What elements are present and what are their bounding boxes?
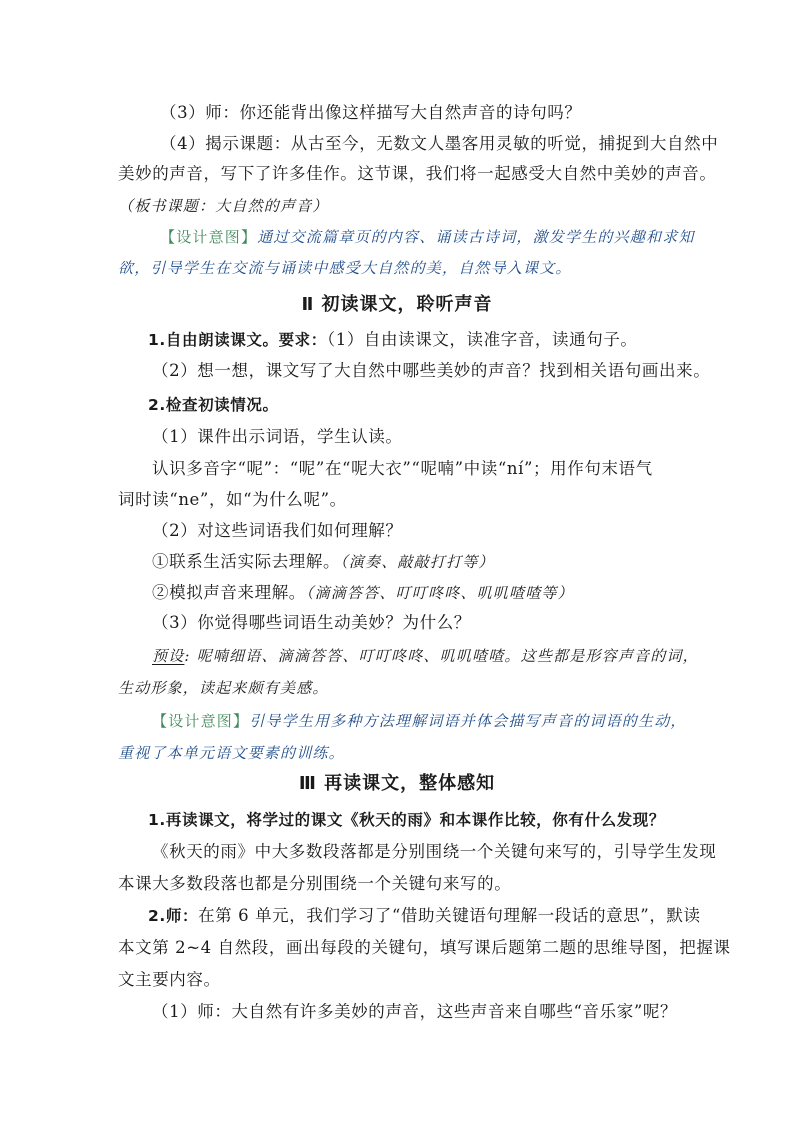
reread-step-1: 1.再读课文，将学过的课文《秋天的雨》和本课作比较，你有什么发现？ (148, 811, 665, 829)
method-2-line (152, 582, 672, 604)
method-1-text: ①联系生活实际去理解。 (152, 552, 341, 571)
preset-answer-line2: 生动形象，读起来颇有美感。 (118, 679, 329, 697)
design-intent-1-line1 (160, 226, 695, 248)
design-intent-tag: 【设计意图】 (160, 228, 258, 246)
polyphone-note-line2: 词时读“ne”，如“为什么呢”。 (118, 490, 347, 509)
section-heading-3: Ⅲ 再读课文，整体感知 (298, 773, 496, 794)
method-2-examples: （滴滴答答、叮叮咚咚、叽叽喳喳等） (305, 584, 574, 602)
step-1-item-2: （2）想一想，课文写了大自然中哪些美妙的声音？找到相关语句画出来。 (152, 361, 711, 380)
step-1-line (148, 329, 668, 351)
design-intent-2-tag: 【设计意图】 (152, 712, 250, 730)
reread-step-2-label: 2.师： (148, 907, 199, 925)
reread-finding-line1: 《秋天的雨》中大多数段落都是分别围绕一个关键句来写的，引导学生发现 (152, 842, 717, 861)
design-intent-2-line1 (152, 710, 687, 732)
method-1-examples: （演奏、敲敲打打等） (340, 553, 495, 571)
reread-step-2-line3: 文主要内容。 (118, 970, 221, 989)
design-intent-text: 通过交流篇章页的内容、诵读古诗词，激发学生的兴趣和求知 (257, 228, 695, 246)
preset-label: 预设 (152, 647, 185, 665)
step-2-heading (148, 394, 668, 416)
reread-step-2-text: 在第 6 单元，我们学习了“借助关键语句理解一段话的意思”，默读 (198, 906, 701, 925)
paragraph-reveal-topic-line2: 美妙的声音，写下了许多佳作。这节课，我们将一起感受大自然中美妙的声音。 (118, 164, 717, 183)
design-intent-1-line2: 欲，引导学生在交流与诵读中感受大自然的美，自然导入课文。 (118, 259, 572, 277)
method-2-text: ②模拟声音来理解。 (152, 583, 306, 602)
step-2-label: 2.检查初读情况。 (148, 396, 279, 414)
section-heading-2: Ⅱ 初读课文，聆听声音 (301, 294, 493, 315)
step-1-label: 1.自由朗读课文。要求： (148, 331, 327, 349)
step-2-item-2: （2）对这些词语我们如何理解？ (152, 521, 403, 540)
step-2-item-3: （3）你觉得哪些词语生动美妙？为什么？ (152, 613, 471, 632)
method-1-line (152, 551, 672, 573)
paragraph-reveal-topic-line1: （4）揭示课题：从古至今，无数文人墨客用灵敏的听觉，捕捉到大自然中 (160, 134, 719, 153)
board-note: （板书课题：大自然的声音） (118, 197, 329, 215)
preset-answer-line1 (152, 645, 699, 667)
polyphone-note-line1: 认识多音字“呢”：“呢”在“呢大衣”“呢喃”中读“ní”；用作句末语气 (152, 459, 653, 478)
design-intent-2-text: 引导学生用多种方法理解词语并体会描写声音的词语的生动， (249, 712, 687, 730)
reread-finding-line2: 本课大多数段落也都是分别围绕一个关键句来写的。 (118, 874, 512, 893)
reread-step-2-line2: 本文第 2~4 自然段，画出每段的关键句，填写课后题第二题的思维导图，把握课 (118, 938, 731, 957)
preset-text: : 呢喃细语、滴滴答答、叮叮咚咚、叽叽喳喳。这些都是形容声音的词， (184, 647, 699, 665)
step-1-text: （1）自由读课文，读准字音，读通句子。 (326, 330, 638, 349)
paragraph-question-3: （3）师：你还能背出像这样描写大自然声音的诗句吗？ (160, 103, 582, 122)
design-intent-2-line2: 重视了本单元语文要素的训练。 (118, 744, 345, 762)
teacher-question-musicians: （1）师：大自然有许多美妙的声音，这些声音来自哪些“音乐家”呢？ (152, 1002, 678, 1021)
reread-step-2-line1 (148, 905, 701, 927)
step-2-item-1: （1）课件出示词语，学生认读。 (152, 427, 403, 446)
